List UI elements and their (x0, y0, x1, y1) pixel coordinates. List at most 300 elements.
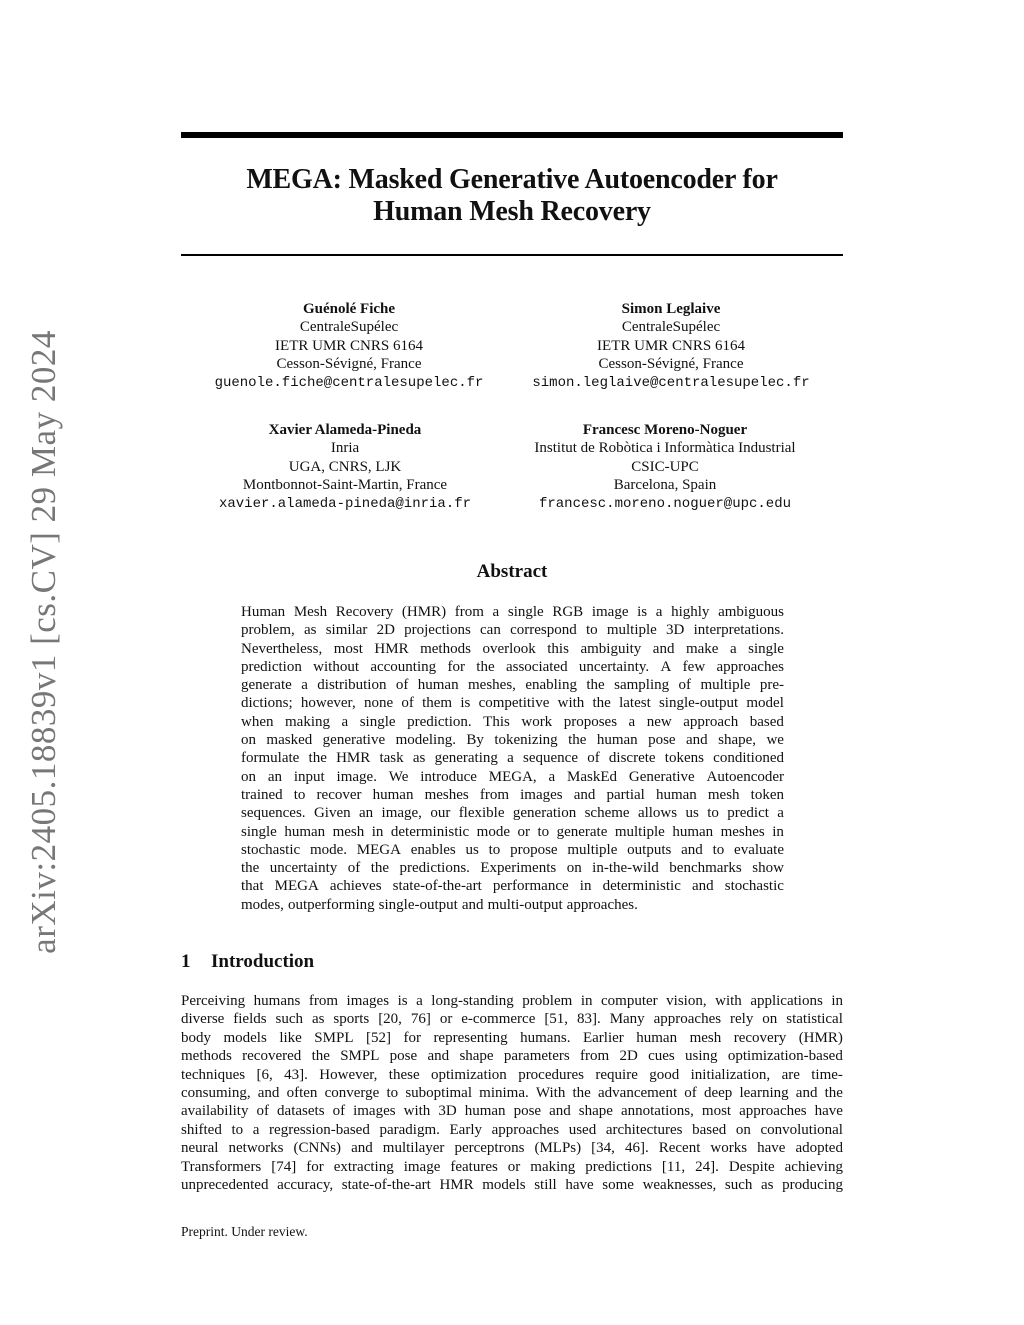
intro-line (181, 1029, 843, 1047)
word: rely (730, 1011, 754, 1028)
word: recovered (242, 1048, 302, 1065)
intro-line (181, 1102, 843, 1120)
word: (MLPs) (534, 1140, 582, 1157)
word: vision, (666, 993, 707, 1009)
word: multiple (567, 841, 618, 858)
word: the (241, 860, 260, 877)
word: modeling. (395, 732, 456, 749)
abstract-body (241, 603, 784, 914)
abstract-line (241, 621, 784, 639)
word: MEGA (274, 878, 319, 895)
author-affiliation-line: Inria (330, 440, 360, 457)
word: MEGA, (488, 768, 537, 785)
word: make (685, 640, 719, 657)
word: on (762, 1011, 778, 1028)
word: a (252, 1121, 260, 1138)
word: to (386, 1085, 399, 1102)
word: single-output (378, 896, 458, 913)
word: 2D (376, 622, 395, 639)
word: image (591, 604, 629, 620)
word: and (681, 841, 703, 858)
intro-line (181, 992, 843, 1010)
word: pose (513, 1103, 542, 1120)
word: Despite (728, 1158, 775, 1175)
word: allows (637, 805, 678, 822)
word: cues (648, 1048, 675, 1065)
word: of (401, 695, 414, 712)
word: a (301, 677, 308, 694)
word: stochastic (241, 841, 301, 858)
word: to (537, 823, 550, 840)
word: However, (319, 1066, 378, 1083)
abstract-heading: Abstract (476, 561, 548, 582)
word: to (488, 841, 501, 858)
word: image, (381, 805, 422, 822)
word: still (534, 1177, 557, 1194)
word: Perceiving (181, 993, 246, 1009)
word: 3D (438, 1103, 457, 1120)
word: new (646, 713, 672, 730)
word: ambiguity (580, 640, 642, 657)
word: (HMR) (401, 604, 447, 620)
word: an (358, 805, 374, 822)
word: such (275, 1011, 304, 1028)
word: single (241, 823, 277, 840)
word: trained (241, 786, 283, 803)
word: on (241, 732, 256, 749)
author-affiliation-line: CentraleSupélec (621, 319, 721, 336)
word: 46]. (624, 1140, 649, 1157)
word: and (351, 1140, 373, 1157)
word: from (454, 604, 484, 620)
word: Recent (658, 1140, 701, 1157)
word: this (547, 640, 569, 657)
word: in (579, 878, 592, 895)
author-affiliation-line: Montbonnot-Saint-Martin, France (242, 477, 448, 494)
word: a (341, 713, 349, 730)
word: humans (253, 993, 301, 1009)
word: applications (750, 993, 823, 1009)
abstract-line (241, 823, 784, 841)
author-affiliation-line: IETR UMR CNRS 6164 (597, 337, 745, 354)
author-email[interactable]: xavier.alameda-pineda@inria.fr (218, 495, 472, 512)
word: to (293, 786, 306, 803)
word: the (308, 750, 327, 767)
word: some (602, 1177, 634, 1194)
word: in (580, 993, 593, 1009)
word: [34, (591, 1140, 615, 1157)
word: deterministic (602, 878, 681, 895)
word: meshes (424, 786, 469, 803)
word: we (766, 732, 784, 749)
author-affiliation-line: UGA, CNRS, LJK (288, 458, 402, 475)
word: and (652, 640, 675, 657)
word: flexible (458, 805, 505, 822)
word: making (285, 713, 331, 730)
word: these (388, 1066, 420, 1083)
word: annotations, (620, 1103, 694, 1120)
word: to (231, 1121, 244, 1138)
word: achieving (784, 1158, 843, 1175)
word: weaknesses, (642, 1177, 717, 1194)
word: generate (241, 677, 292, 694)
word: suboptimal (405, 1085, 472, 1102)
word: distribution (317, 677, 387, 694)
word: shape (459, 1048, 494, 1065)
word: 43]. (284, 1066, 308, 1083)
word: producing (782, 1177, 843, 1194)
title-top-rule (181, 132, 843, 138)
paper-title (181, 164, 843, 228)
section-heading-introduction (181, 951, 314, 973)
word: tokenizing (494, 732, 558, 749)
author-email[interactable]: francesc.moreno.noguer@upc.edu (538, 495, 792, 512)
word: or (439, 1011, 453, 1028)
word: adopted (795, 1140, 843, 1157)
introduction-body (181, 992, 843, 1194)
word: networks (228, 1140, 284, 1157)
word: show (752, 860, 784, 877)
word: modes, (241, 896, 284, 913)
word: the (311, 1048, 330, 1065)
word: human (284, 823, 326, 840)
word: fields (233, 1011, 267, 1028)
word: (HMR) (798, 1029, 843, 1046)
word: This (483, 713, 510, 730)
word: Recovery (335, 604, 394, 620)
abstract-line (241, 768, 784, 786)
word: enabling (525, 677, 577, 694)
word: Given (313, 805, 351, 822)
word: correspond (510, 622, 577, 639)
word: [6, (256, 1066, 273, 1083)
word: HMR (374, 640, 409, 657)
word: interpretations. (693, 622, 784, 639)
word: mesh (707, 786, 740, 803)
word: With (535, 1085, 566, 1102)
word: benchmarks (669, 860, 742, 877)
word: methods (420, 640, 471, 657)
word: and (549, 1103, 571, 1120)
word: as (311, 1011, 325, 1028)
word: Human (241, 604, 286, 620)
word: unprecedented (181, 1177, 269, 1194)
word: with (403, 1103, 431, 1120)
word: the (586, 677, 605, 694)
word: 76] (410, 1011, 431, 1028)
word: initialization, (690, 1066, 771, 1083)
word: Mesh (293, 604, 328, 620)
word: long-standing (431, 993, 514, 1009)
word: the (476, 658, 495, 675)
word: based (749, 713, 784, 730)
word: or (507, 1158, 521, 1175)
word: pre- (759, 677, 784, 694)
word: human (417, 677, 459, 694)
word: from (479, 786, 510, 803)
word: have (757, 1140, 786, 1157)
word: masked (266, 732, 313, 749)
intro-line (181, 1084, 843, 1102)
word: require (595, 1066, 638, 1083)
word: and (691, 878, 714, 895)
word: 24]. (695, 1158, 719, 1175)
author-block-1 (189, 300, 509, 392)
word: recovery (733, 1029, 787, 1046)
word: a (729, 640, 737, 657)
word: [74] (271, 1158, 297, 1175)
word: prediction. (407, 713, 472, 730)
word: Early (449, 1121, 482, 1138)
word: outputs (627, 841, 672, 858)
title-line-1: MEGA: Masked Generative Autoencoder for (246, 164, 778, 195)
word: most (701, 1103, 732, 1120)
word: body (181, 1029, 211, 1046)
word: similar (325, 622, 368, 639)
word: Nevertheless, (241, 640, 323, 657)
abstract-line (241, 841, 784, 859)
word: human (596, 732, 638, 749)
word: such (724, 1177, 753, 1194)
word: a (548, 768, 556, 785)
word: task (379, 750, 404, 767)
word: models (482, 1177, 526, 1194)
word: [51, (544, 1011, 569, 1028)
intro-line (181, 1047, 843, 1065)
section-number: 1 (181, 951, 191, 972)
word: single-output (658, 695, 739, 712)
word: for (306, 1158, 324, 1175)
word: stochastic (724, 878, 784, 895)
word: models (223, 1029, 267, 1046)
word: however, (300, 695, 356, 712)
word: the (370, 860, 390, 877)
author-name: Francesc Moreno-Noguer (582, 422, 748, 438)
intro-line (181, 1139, 843, 1157)
author-affiliation-line: CentraleSupélec (299, 319, 399, 336)
word: of (395, 677, 409, 694)
word: in (772, 823, 784, 840)
word: Transformers (181, 1158, 262, 1175)
word: computer (601, 993, 658, 1009)
word: single (359, 713, 396, 730)
word: uncertainty (269, 860, 338, 877)
word: accounting (370, 658, 437, 675)
word: and (427, 1048, 450, 1065)
word: to (707, 805, 719, 822)
author-name: Xavier Alameda-Pineda (268, 422, 422, 438)
word: We (388, 768, 409, 785)
word: Many (609, 1011, 645, 1028)
word: image. (336, 768, 377, 785)
abstract-line (241, 859, 784, 877)
word: outperforming (287, 896, 375, 913)
word: deterministic (390, 823, 470, 840)
word: from (579, 1048, 610, 1065)
word: our (430, 805, 451, 822)
word: Autoencoder (706, 768, 784, 785)
word: availability (181, 1103, 249, 1120)
word: [52] (365, 1029, 391, 1046)
author-block-4 (505, 421, 825, 513)
word: evaluate (734, 841, 784, 858)
author-block-2 (511, 300, 831, 392)
word: advancement (598, 1085, 678, 1102)
word: for (403, 1029, 421, 1046)
word: and (686, 732, 708, 749)
word: is (397, 993, 408, 1009)
word: formulate (241, 750, 300, 767)
word: are (781, 1066, 800, 1083)
word: optimization-based (727, 1048, 843, 1065)
word: as (303, 622, 317, 639)
arxiv-identifier: arXiv:2405.18839v1 [cs.CV] 29 May 2024 (24, 330, 63, 954)
word: generating (434, 750, 498, 767)
word: dictions; (241, 695, 293, 712)
word: and (257, 1085, 280, 1102)
word: [20, (378, 1011, 402, 1028)
word: human (672, 823, 714, 840)
word: of (347, 860, 361, 877)
word: propose (510, 841, 558, 858)
word: latest (619, 695, 651, 712)
word: without (313, 658, 359, 675)
abstract-line (241, 896, 784, 914)
word: HMR (336, 750, 371, 767)
word: learning (739, 1085, 789, 1102)
word: pose (389, 1048, 418, 1065)
word: good (649, 1066, 680, 1083)
author-name: Guénolé Fiche (302, 301, 396, 317)
word: multi-output (487, 896, 563, 913)
word: meshes, (468, 677, 516, 694)
word: 83]. (577, 1011, 601, 1028)
intro-line (181, 1121, 843, 1139)
word: deep (703, 1085, 733, 1102)
word: token (750, 786, 784, 803)
word: predictions (585, 1158, 652, 1175)
abstract-line (241, 786, 784, 804)
word: with (715, 993, 742, 1009)
word: have (814, 1103, 843, 1120)
word: Earlier (582, 1029, 624, 1046)
abstract-line (241, 603, 784, 621)
word: human (655, 786, 697, 803)
word: when (241, 713, 274, 730)
word: introduce (420, 768, 477, 785)
word: can (480, 622, 501, 639)
word: SMPL (340, 1048, 380, 1065)
word: as (761, 1177, 774, 1194)
word: input (293, 768, 325, 785)
word: that (241, 878, 264, 895)
author-affiliation-line: IETR UMR CNRS 6164 (275, 337, 423, 354)
author-email[interactable]: simon.leglaive@centralesupelec.fr (532, 374, 810, 391)
word: or (517, 823, 530, 840)
word: used (568, 1121, 597, 1138)
abstract-line (241, 804, 784, 822)
intro-line (181, 1066, 843, 1084)
word: ambiguous (718, 604, 784, 620)
intro-line (181, 1010, 843, 1028)
word: approach (683, 713, 739, 730)
word: often (286, 1085, 318, 1102)
word: the (592, 695, 611, 712)
word: datasets (277, 1103, 325, 1120)
word: from (308, 993, 339, 1009)
word: and (795, 1085, 818, 1102)
word: scheme (584, 805, 630, 822)
word: to (712, 841, 725, 858)
word: a (507, 750, 514, 767)
word: images (520, 786, 563, 803)
word: discrete (608, 750, 656, 767)
word: converge (324, 1085, 380, 1102)
word: proposes (563, 713, 618, 730)
word: multiple (700, 677, 751, 694)
word: in (831, 993, 843, 1009)
word: parameters (503, 1048, 570, 1065)
word: predict (727, 805, 769, 822)
word: multiple (606, 622, 657, 639)
word: methods (181, 1048, 232, 1065)
word: tokens (664, 750, 704, 767)
word: paradigm. (379, 1121, 440, 1138)
word: approaches. (566, 896, 638, 913)
word: enables (410, 841, 456, 858)
word: procedures (518, 1066, 584, 1083)
word: consuming, (181, 1085, 251, 1102)
word: is (460, 695, 471, 712)
word: images (346, 993, 390, 1009)
author-affiliation-line: Cesson-Sévigné, France (276, 356, 422, 373)
word: shape (578, 1103, 613, 1120)
word: none (363, 695, 394, 712)
author-name: Simon Leglaive (621, 301, 721, 317)
word: human (464, 1103, 506, 1120)
word: most (333, 640, 363, 657)
word: and (573, 786, 596, 803)
word: Generative (628, 768, 695, 785)
author-affiliation-line: Barcelona, Spain (613, 477, 717, 494)
word: Experiments (480, 860, 557, 877)
section-title: Introduction (211, 951, 315, 972)
word: and (461, 896, 484, 913)
word: highly (671, 604, 710, 620)
word: mesh (332, 823, 365, 840)
word: a (416, 993, 423, 1009)
word: meshes (720, 823, 765, 840)
word: of (587, 750, 600, 767)
word: mesh (689, 1029, 722, 1046)
word: image (403, 1158, 441, 1175)
word: sequences. (241, 805, 306, 822)
abstract-line (241, 676, 784, 694)
author-affiliation-line: Cesson-Sévigné, France (598, 356, 744, 373)
word: few (682, 658, 706, 675)
author-affiliation-line: Institut de Robòtica i Informàtica Industrial (534, 440, 796, 457)
word: achieves (329, 878, 382, 895)
author-affiliation-line: CSIC-UPC (631, 458, 699, 475)
intro-line (181, 1176, 843, 1194)
author-email[interactable]: guenole.fiche@centralesupelec.fr (214, 374, 484, 391)
word: single (748, 640, 784, 657)
word: model (746, 695, 784, 712)
word: techniques (181, 1066, 246, 1083)
word: in (371, 823, 384, 840)
word: of (256, 1103, 270, 1120)
word: them (422, 695, 453, 712)
